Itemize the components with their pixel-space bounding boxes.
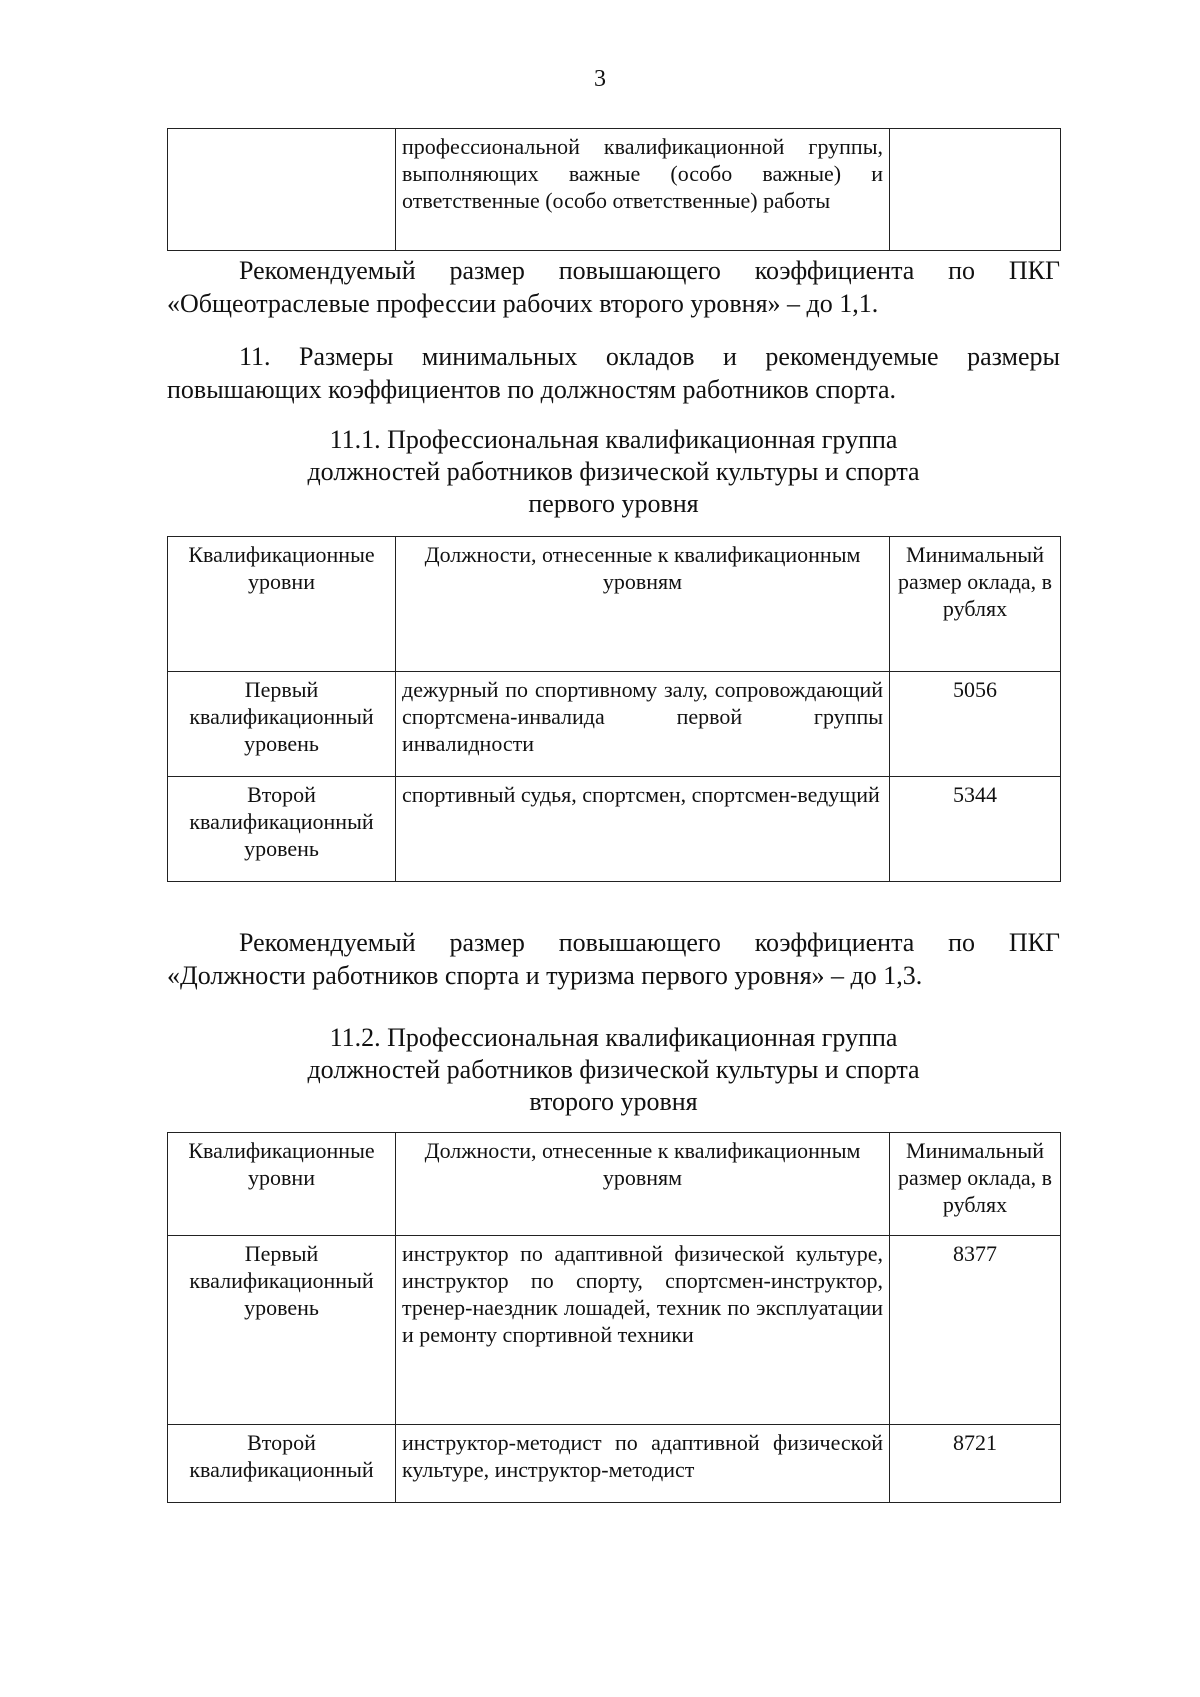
paragraph-line: 11. Размеры минимальных окладов и рекомендуемые размеры: [239, 342, 1060, 371]
table-cell-empty: [168, 129, 396, 251]
page-number: 3: [594, 66, 606, 92]
header-min-salary: Минимальный размер оклада, в рублях: [890, 1133, 1061, 1236]
continuation-table: [167, 128, 1061, 251]
recommendation-paragraph-2: [167, 926, 1060, 992]
paragraph-line: Рекомендуемый размер повышающего коэффициента по ПКГ: [239, 256, 1060, 285]
heading-line: должностей работников физической культуры и спорта: [307, 457, 920, 486]
heading-line: 11.2. Профессиональная квалификационная группа: [329, 1023, 898, 1052]
cell-level: Второй квалификационный: [168, 1425, 396, 1503]
table-11-1: [167, 536, 1061, 882]
header-qualification-levels: Квалификационные уровни: [168, 1133, 396, 1236]
header-positions: Должности, отнесенные к квалификационным уровням: [396, 1133, 890, 1236]
table-header-row: [168, 1133, 1061, 1236]
heading-line: первого уровня: [528, 489, 699, 518]
recommendation-paragraph-1: [167, 254, 1060, 320]
cell-positions: дежурный по спортивному залу, сопровождающий спортсмена-инвалида первой группы инвалидности: [396, 672, 890, 777]
table-row: [168, 129, 1061, 251]
cell-level: Первый квалификационный уровень: [168, 1236, 396, 1425]
header-positions: Должности, отнесенные к квалификационным уровням: [396, 537, 890, 672]
table-header-row: [168, 537, 1061, 672]
section-11-paragraph: [167, 340, 1060, 406]
table-cell-empty: [890, 129, 1061, 251]
cell-salary: 8377: [890, 1236, 1061, 1425]
cell-positions: инструктор-методист по адаптивной физической культуре, инструктор-методист: [396, 1425, 890, 1503]
cell-salary: 5056: [890, 672, 1061, 777]
table-row: [168, 1425, 1061, 1503]
cell-positions: инструктор по адаптивной физической культуре, инструктор по спорту, спортсмен-инструктор, тренер-наездник лошадей, техник по эксплуатации и ремонту спортивной техники: [396, 1236, 890, 1425]
heading-line: должностей работников физической культуры и спорта: [307, 1055, 920, 1084]
table-cell-positions: профессиональной квалификационной группы, выполняющих важные (особо важные) и ответственные (особо ответственные) работы: [396, 129, 890, 251]
paragraph-line: «Общеотраслевые профессии рабочих второго уровня» – до 1,1.: [167, 289, 879, 318]
table-row: [168, 777, 1061, 882]
paragraph-line: Рекомендуемый размер повышающего коэффициента по ПКГ: [239, 928, 1060, 957]
cell-salary: 5344: [890, 777, 1061, 882]
table-11-2: [167, 1132, 1061, 1503]
cell-positions: спортивный судья, спортсмен, спортсмен-ведущий: [396, 777, 890, 882]
cell-level: Первый квалификационный уровень: [168, 672, 396, 777]
cell-salary: 8721: [890, 1425, 1061, 1503]
table-row: [168, 672, 1061, 777]
paragraph-line: повышающих коэффициентов по должностям работников спорта.: [167, 375, 897, 404]
section-11-1-heading: [167, 424, 1060, 520]
paragraph-line: «Должности работников спорта и туризма первого уровня» – до 1,3.: [167, 961, 923, 990]
header-qualification-levels: Квалификационные уровни: [168, 537, 396, 672]
cell-level: Второй квалификационный уровень: [168, 777, 396, 882]
heading-line: второго уровня: [529, 1087, 698, 1116]
section-11-2-heading: [167, 1022, 1060, 1118]
heading-line: 11.1. Профессиональная квалификационная группа: [329, 425, 898, 454]
header-min-salary: Минимальный размер оклада, в рублях: [890, 537, 1061, 672]
table-row: [168, 1236, 1061, 1425]
